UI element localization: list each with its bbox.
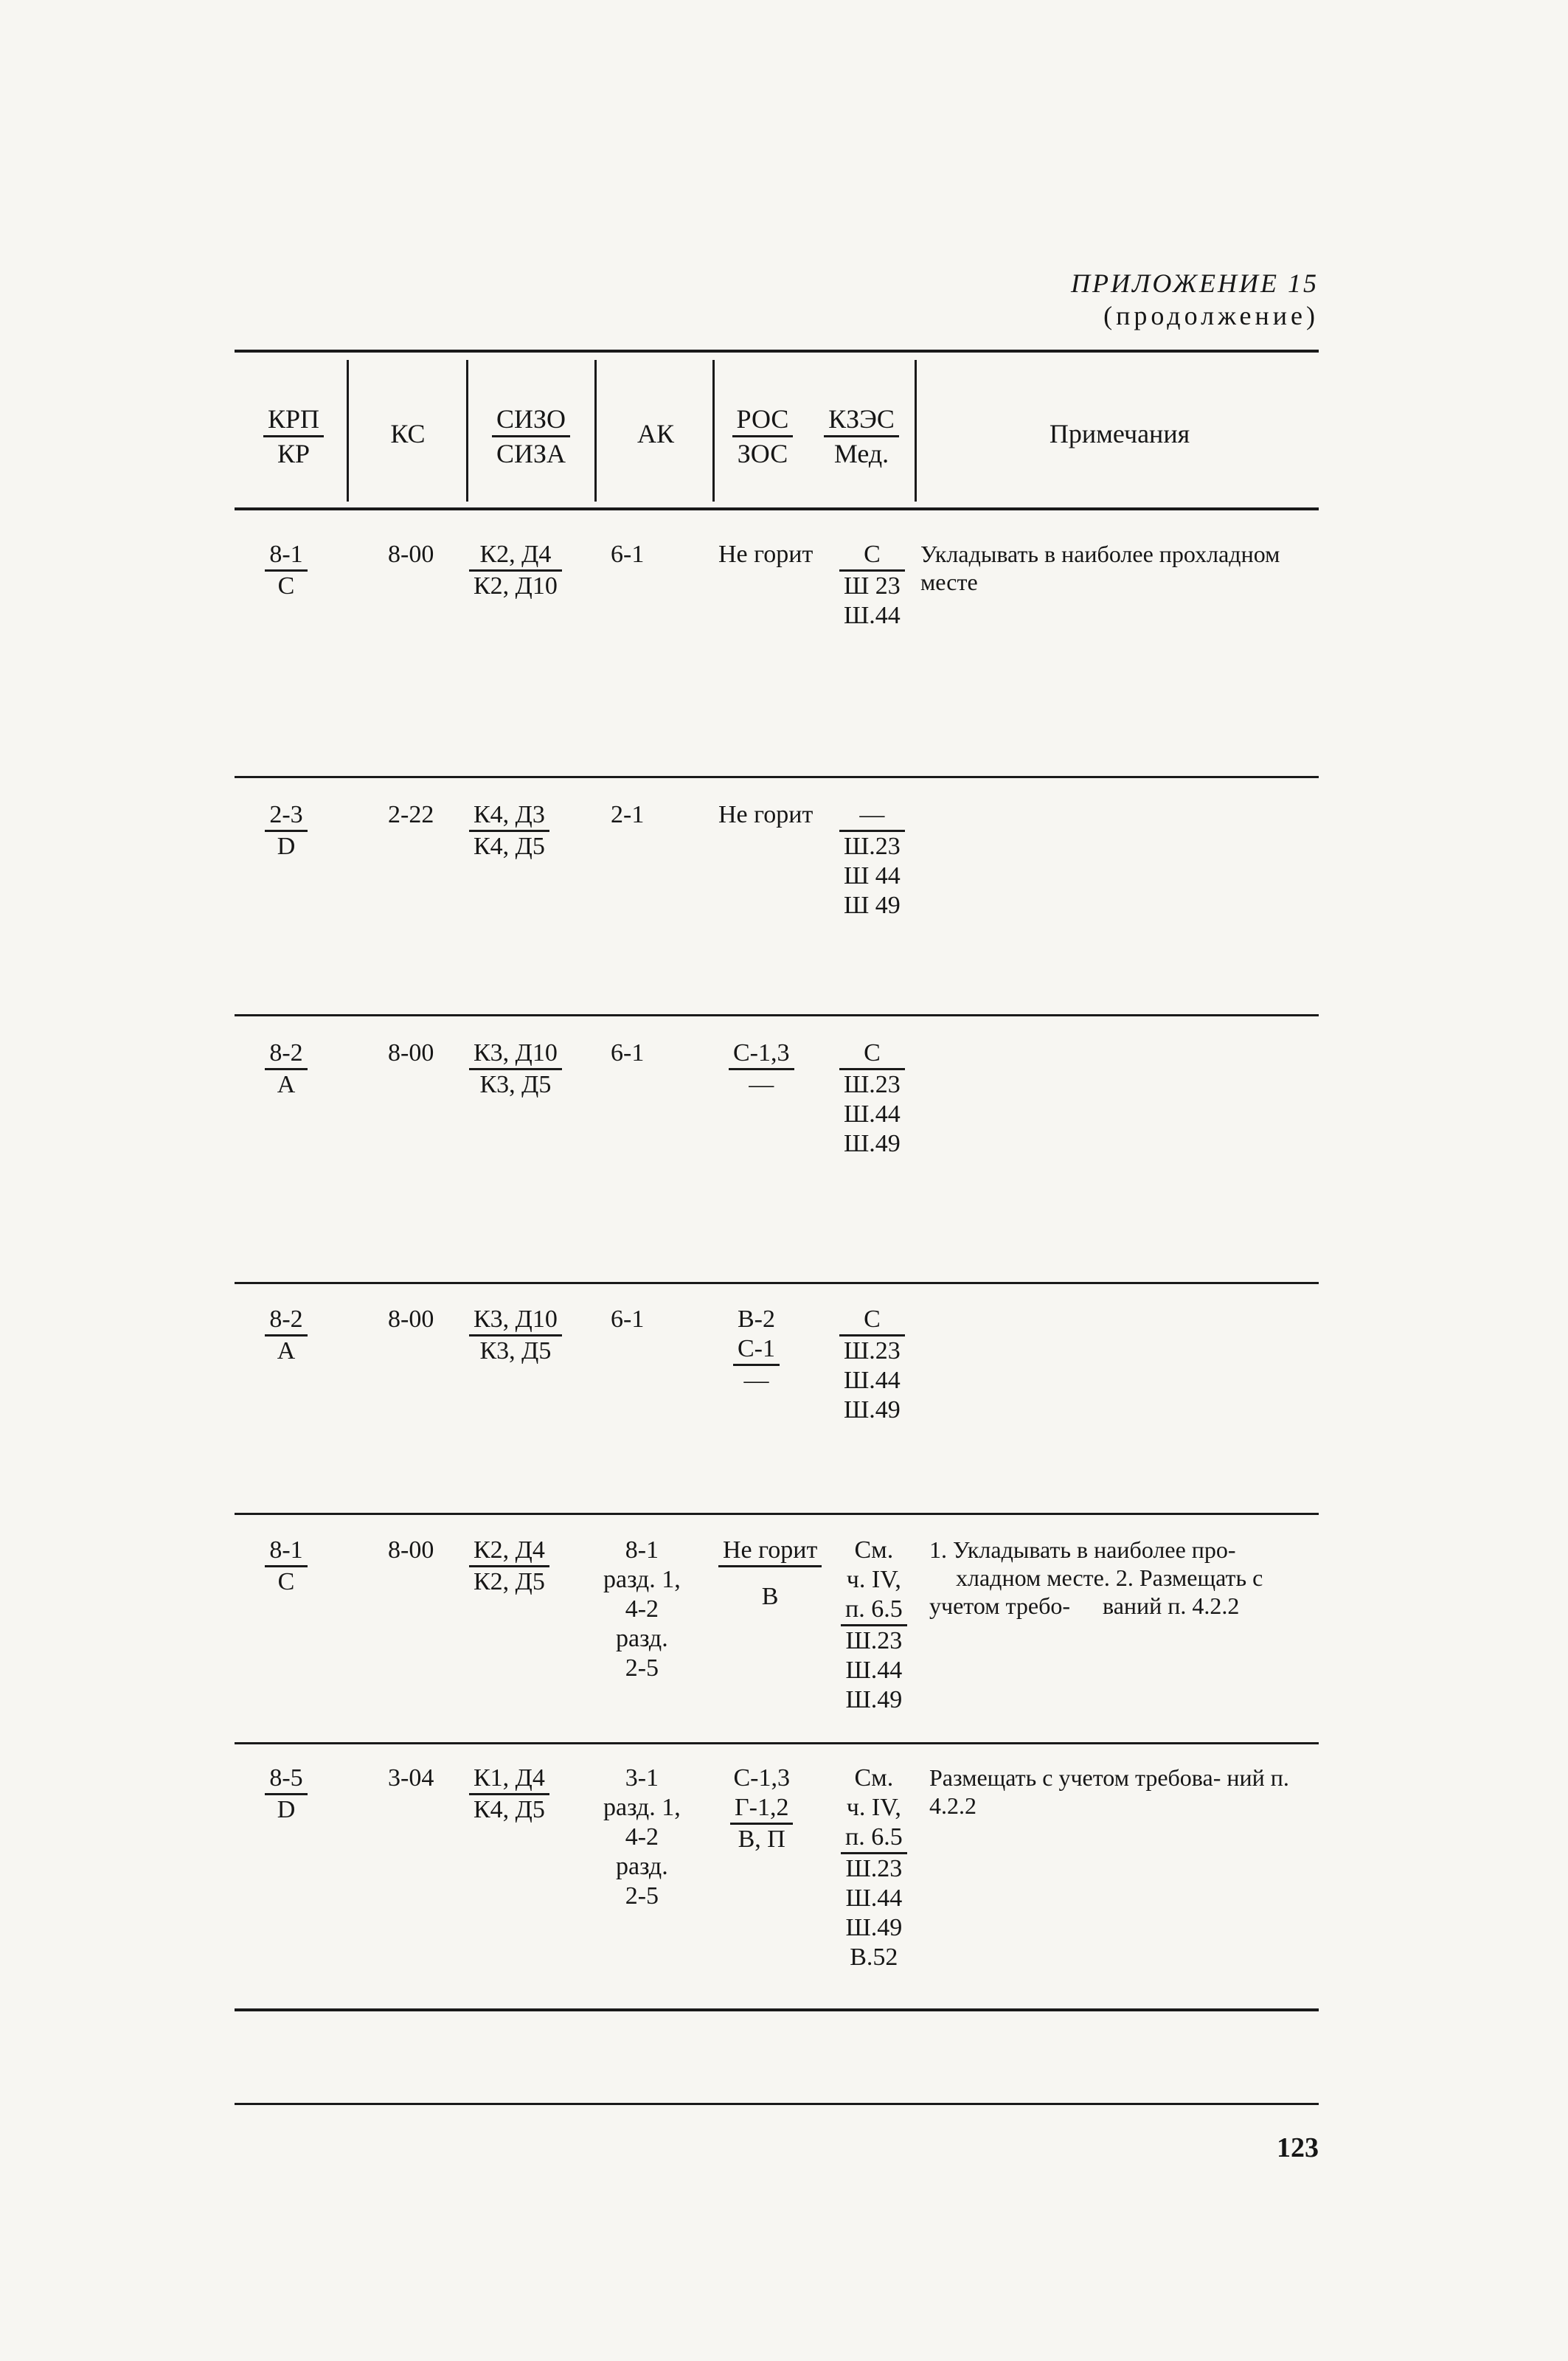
cell-kzes-med (841, 1536, 907, 1715)
cell-kzes-2: ч. IV, (846, 1566, 901, 1593)
header-ak: АК (636, 419, 674, 448)
cell-ak-5: 2-5 (625, 1654, 659, 1682)
cell-ak-5: 2-5 (625, 1882, 659, 1910)
cell-kr: С (277, 1568, 295, 1595)
cell-notes (929, 1536, 1320, 1620)
cell-krp: 8-1 (265, 540, 307, 572)
column-divider (915, 360, 917, 502)
cell-ks: 8-00 (388, 1039, 434, 1067)
cell-med-2: Ш.44 (845, 1657, 903, 1684)
header-kzes-med (810, 403, 913, 470)
cell-kr: А (277, 1071, 296, 1098)
cell-ks: 2-22 (388, 801, 434, 828)
table-row (235, 1016, 1319, 1282)
cell-kr: D (277, 833, 296, 860)
cell-siza: К4, Д5 (473, 833, 545, 860)
cell-krp-kr (249, 1536, 323, 1597)
cell-ros: Не горит (718, 801, 814, 828)
header-ros-zos (718, 403, 807, 470)
cell-ks: 8-00 (388, 1536, 434, 1564)
cell-sizo: К4, Д3 (469, 800, 549, 832)
cell-kzes: С (839, 540, 905, 572)
appendix-subtitle: (продолжение) (1103, 301, 1319, 330)
table-row (235, 1284, 1319, 1513)
cell-notes: Укладывать в наиболее прохладном месте (920, 541, 1280, 595)
cell-med-2: Ш.44 (845, 1885, 903, 1912)
cell-ros-2: С-1 (733, 1334, 780, 1366)
table-row (235, 778, 1319, 1014)
header-sizo-siza (472, 403, 590, 470)
cell-siza: К2, Д10 (473, 572, 558, 600)
cell-krp: 8-1 (265, 1536, 307, 1567)
cell-notes-2: хладном месте. (956, 1564, 1110, 1591)
cell-ros-zos (730, 1764, 793, 1854)
cell-med-3: Ш.49 (845, 1686, 903, 1713)
cell-notes-2: ний п. 4.2.2 (929, 1764, 1289, 1819)
cell-ros-1: С-1,3 (733, 1764, 790, 1792)
cell-med-1: Ш.23 (845, 1855, 903, 1882)
cell-med-3: Ш 49 (844, 892, 901, 919)
cell-kzes-3: п. 6.5 (841, 1595, 907, 1626)
cell-ak-1: 3-1 (625, 1764, 659, 1792)
cell-kzes-med (839, 1039, 905, 1159)
cell-sizo: К2, Д4 (469, 1536, 549, 1567)
cell-med-1: Ш.23 (844, 1337, 901, 1365)
appendix-heading (1071, 267, 1319, 332)
cell-zos: В (761, 1583, 779, 1610)
cell-sizo: К2, Д4 (469, 540, 562, 572)
appendix-title: ПРИЛОЖЕНИЕ 15 (1071, 268, 1319, 298)
cell-ros: Не горит (718, 541, 814, 568)
table-header (235, 353, 1319, 507)
cell-sizo-siza (469, 1536, 549, 1597)
cell-ros-2: Г-1,2 (730, 1793, 793, 1825)
cell-ak: 2-1 (611, 801, 645, 828)
cell-ak: 6-1 (611, 541, 645, 568)
cell-ks: 3-04 (388, 1764, 434, 1792)
column-divider (347, 360, 349, 502)
cell-krp: 8-5 (265, 1764, 307, 1795)
cell-kzes-2: ч. IV, (846, 1794, 901, 1821)
cell-ak: 6-1 (611, 1039, 645, 1067)
cell-sizo-siza (469, 1039, 562, 1100)
cell-kzes-med (841, 1764, 907, 1972)
cell-sizo-siza (469, 800, 549, 861)
cell-med-3: Ш.49 (844, 1130, 901, 1157)
cell-med-3: Ш.49 (844, 1396, 901, 1424)
cell-ak-1: 8-1 (625, 1536, 659, 1564)
cell-sizo: К3, Д10 (469, 1305, 562, 1336)
cell-med-3: Ш.49 (845, 1914, 903, 1941)
cell-zos: — (749, 1071, 774, 1098)
header-krp-kr (249, 403, 338, 470)
cell-ks: 8-00 (388, 541, 434, 568)
cell-ak-4: разд. (616, 1853, 668, 1880)
cell-sizo-siza (469, 1305, 562, 1366)
cell-med-1: Ш 23 (844, 572, 901, 600)
cell-kr: А (277, 1337, 296, 1365)
cell-med-1: Ш.23 (845, 1627, 903, 1654)
cell-zos: — (743, 1367, 769, 1394)
cell-kzes-med (839, 540, 905, 631)
cell-ros-zos (733, 1305, 780, 1396)
cell-ros-zos (729, 1039, 794, 1100)
cell-ak-2: разд. 1, (603, 1566, 681, 1593)
cell-kzes-1: См. (854, 1536, 894, 1564)
cell-med-2: Ш.44 (844, 1100, 901, 1128)
cell-med-1: Ш.23 (844, 833, 901, 860)
cell-zos: В, П (738, 1826, 785, 1853)
footer-spacer (235, 2011, 1319, 2103)
cell-med-1: Ш.23 (844, 1071, 901, 1098)
cell-med-2: Ш 44 (844, 862, 901, 890)
cell-kzes: С (839, 1305, 905, 1336)
cell-sizo: К1, Д4 (469, 1764, 549, 1795)
header-med: Мед. (833, 439, 889, 468)
cell-ak: 6-1 (611, 1306, 645, 1333)
cell-ros-1: В-2 (738, 1306, 775, 1333)
column-divider (466, 360, 468, 502)
table-row (235, 510, 1319, 776)
cell-krp-kr (249, 1764, 323, 1825)
cell-ros: С-1,3 (729, 1039, 794, 1070)
column-divider (594, 360, 597, 502)
cell-krp: 8-2 (265, 1039, 307, 1070)
cell-kzes-med (839, 1305, 905, 1425)
header-siza: СИЗА (496, 439, 566, 468)
cell-siza: К3, Д5 (479, 1071, 552, 1098)
cell-ros-zos (718, 1536, 822, 1612)
column-divider (712, 360, 715, 502)
cell-kzes-3: п. 6.5 (841, 1823, 907, 1854)
cell-kzes: С (839, 1039, 905, 1070)
cell-krp-kr (249, 540, 323, 601)
cell-kzes: — (839, 800, 905, 832)
footer-rule (235, 2103, 1319, 2105)
cell-ak (603, 1536, 681, 1683)
header-sizo: СИЗО (492, 403, 570, 437)
cell-kr: D (277, 1796, 296, 1823)
cell-kzes-1: См. (854, 1764, 894, 1792)
cell-sizo: К3, Д10 (469, 1039, 562, 1070)
table-row (235, 1744, 1319, 2008)
header-krp: КРП (263, 403, 324, 437)
cell-krp-kr (249, 800, 323, 861)
header-notes: Примечания (1049, 419, 1190, 448)
page-number: 123 (1277, 2132, 1319, 2163)
cell-notes-1: Размещать с учетом требова- (929, 1764, 1221, 1791)
cell-notes-1: 1. Укладывать в наиболее про- (929, 1536, 1236, 1563)
cell-ak-4: разд. (616, 1625, 668, 1652)
cell-med-2: Ш.44 (844, 602, 901, 629)
cell-sizo-siza (469, 1764, 549, 1825)
data-table (235, 350, 1319, 2105)
cell-krp-kr (249, 1305, 323, 1366)
header-zos: ЗОС (737, 439, 788, 468)
cell-notes-4: ваний п. 4.2.2 (1103, 1592, 1240, 1619)
header-kr: КР (277, 439, 311, 468)
cell-kr: С (277, 572, 295, 600)
header-ros: РОС (732, 403, 794, 437)
cell-ks: 8-00 (388, 1306, 434, 1333)
cell-med-4: В.52 (850, 1944, 898, 1971)
cell-krp: 2-3 (265, 800, 307, 832)
cell-siza: К2, Д5 (473, 1568, 545, 1595)
cell-ak-3: 4-2 (625, 1823, 659, 1851)
header-kzes: КЗЭС (824, 403, 899, 437)
cell-kzes-med (839, 800, 905, 921)
cell-ak (603, 1764, 681, 1911)
table-row (235, 1515, 1319, 1742)
cell-ak-2: разд. 1, (603, 1794, 681, 1821)
cell-siza: К3, Д5 (479, 1337, 552, 1365)
cell-ros: Не горит (718, 1536, 822, 1567)
cell-siza: К4, Д5 (473, 1796, 545, 1823)
cell-notes (929, 1764, 1320, 1820)
cell-sizo-siza (469, 540, 562, 601)
cell-ak-3: 4-2 (625, 1595, 659, 1623)
cell-med-2: Ш.44 (844, 1367, 901, 1394)
header-ks: КС (390, 419, 426, 448)
cell-notes-3: 2. Размещать с учетом требо- (929, 1564, 1263, 1619)
cell-krp: 8-2 (265, 1305, 307, 1336)
cell-krp-kr (249, 1039, 323, 1100)
